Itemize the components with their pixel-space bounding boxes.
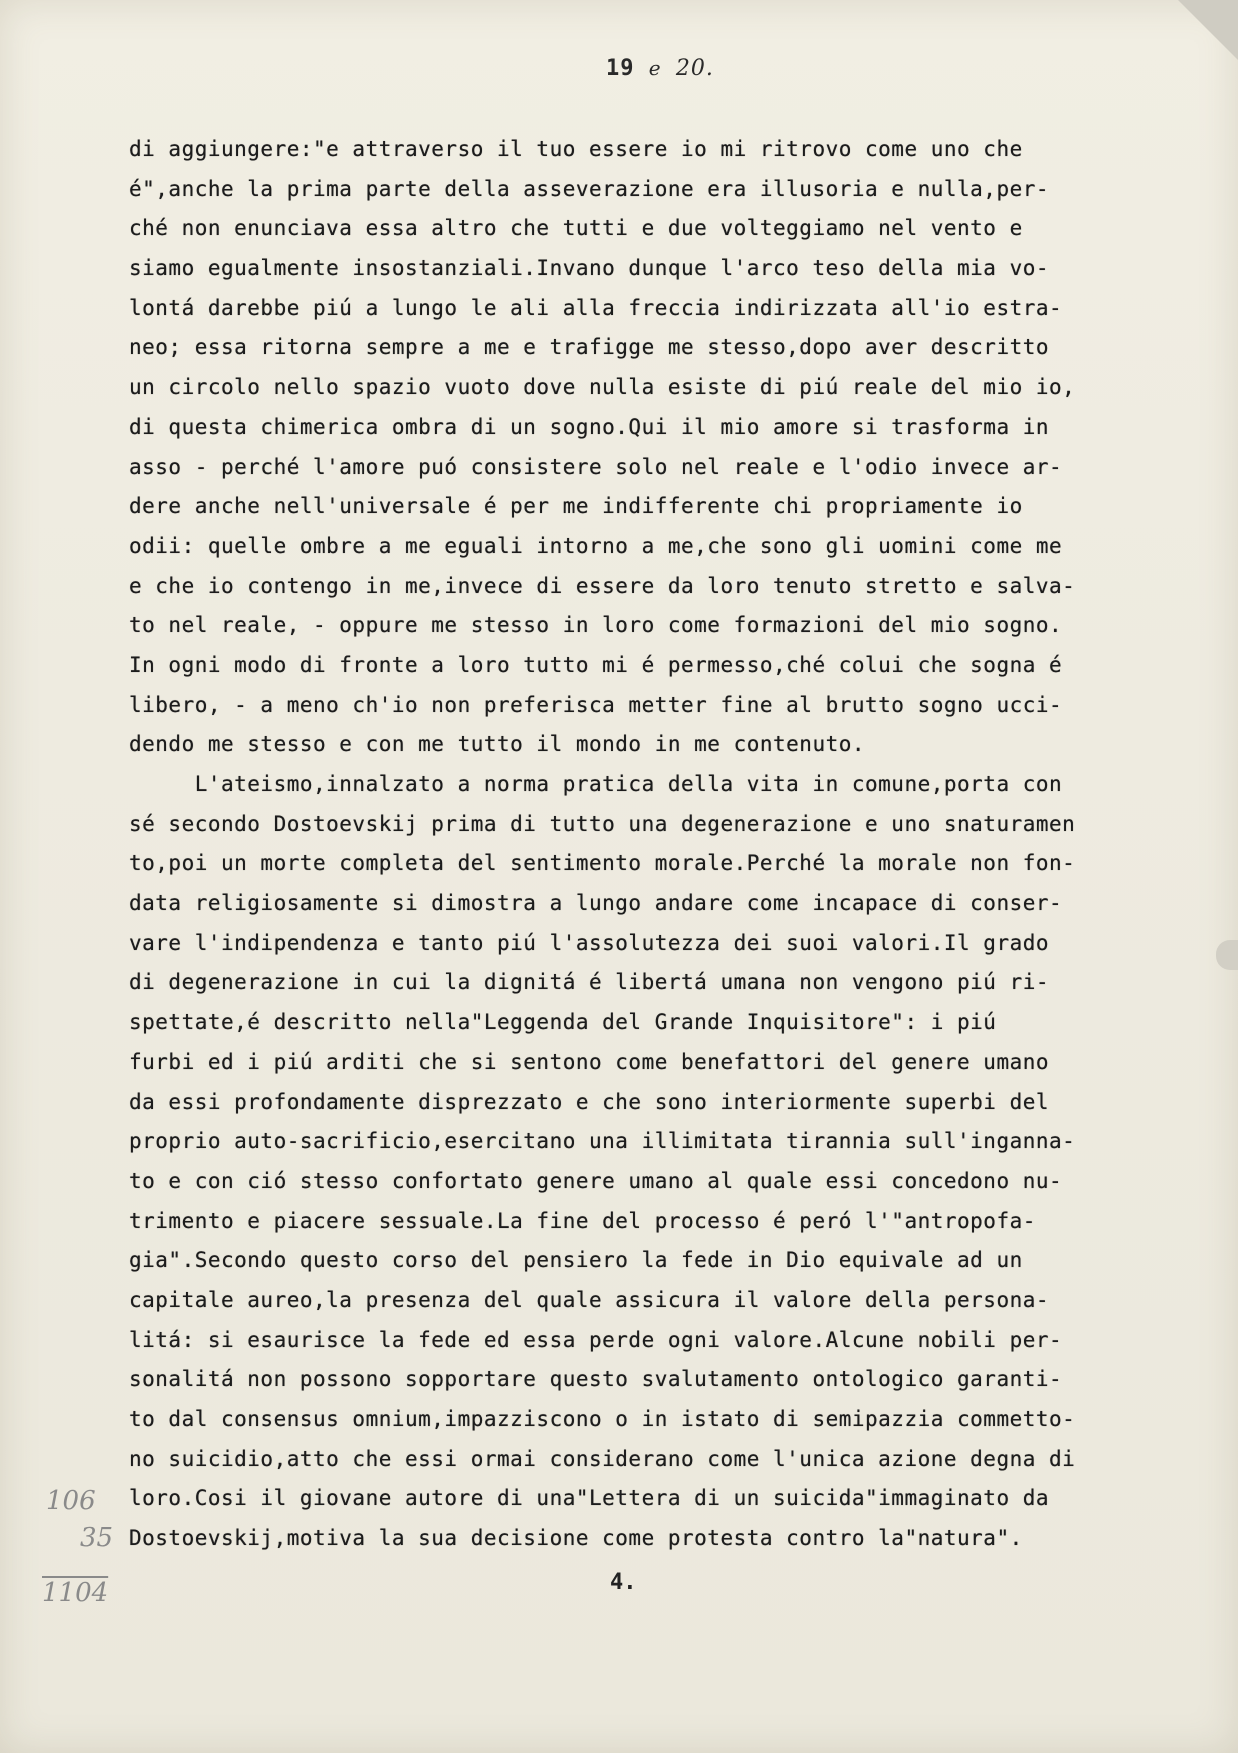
text-line: sé secondo Dostoevskij prima di tutto una degenerazione e uno snaturamen — [129, 811, 1076, 836]
text-line: spettate,é descritto nella"Leggenda del Grande Inquisitore": i piú — [129, 1010, 997, 1035]
text-line: di aggiungere:"e attraverso il tuo essere io mi ritrovo come uno che — [129, 137, 1023, 161]
text-line: data religiosamente si dimostra a lungo andare come incapace di conser- — [129, 891, 1063, 916]
text-line: é",anche la prima parte della asseverazione era illusoria e nulla,per- — [129, 176, 1050, 201]
text-line: loro.Cosi il giovane autore di una"Lettera di un suicida"immaginato da — [129, 1486, 1050, 1511]
text-line: In ogni modo di fronte a loro tutto mi é permesso,ché colui che sogna é — [129, 652, 1063, 677]
text-line: to e con ció stesso confortato genere umano al quale essi concedono nu- — [129, 1168, 1063, 1193]
text-line: furbi ed i piú arditi che si sentono come benefattori del genere umano — [129, 1049, 1050, 1074]
margin-note-middle: 35 — [80, 1523, 114, 1553]
text-line: no suicidio,atto che essi ormai considerano come l'unica azione degna di — [129, 1446, 1076, 1471]
page-ref-first: 19 — [606, 56, 635, 81]
margin-note-top: 106 — [46, 1486, 96, 1516]
text-line: trimento e piacere sessuale.La fine del processo é peró l'"antropofa- — [129, 1208, 1036, 1233]
text-line: L'ateismo,innalzato a norma pratica della vita in comune,porta con — [129, 772, 1063, 796]
text-line: e che io contengo in me,invece di essere da loro tenuto stretto e salva- — [129, 573, 1076, 598]
text-line: da essi profondamente disprezzato e che sono interiormente superbi del — [129, 1089, 1050, 1114]
text-line: gia".Secondo questo corso del pensiero la fede in Dio equivale ad un — [129, 1248, 1023, 1273]
text-line: di degenerazione in cui la dignitá é libertá umana non vengono piú ri- — [129, 970, 1050, 995]
paper-nick — [1216, 940, 1238, 970]
text-line: capitale aureo,la presenza del quale assicura il valore della persona- — [129, 1287, 1050, 1312]
text-line: sonalitá non possono sopportare questo svalutamento ontologico garanti- — [129, 1367, 1063, 1392]
text-line: litá: si esaurisce la fede ed essa perde ogni valore.Alcune nobili per- — [129, 1327, 1063, 1352]
text-line: to dal consensus omnium,impazziscono o in istato di semipazzia commetto- — [129, 1407, 1076, 1431]
text-line: dere anche nell'universale é per me indifferente chi propriamente io — [129, 494, 1023, 519]
text-line: siamo egualmente insostanziali.Invano dunque l'arco teso della mia vo- — [129, 256, 1050, 281]
margin-note-bottom: 1104 — [42, 1578, 109, 1608]
text-line: ché non enunciava essa altro che tutti e due volteggiamo nel vento e — [129, 216, 1023, 241]
text-line: Dostoevskij,motiva la sua decisione come protesta contro la"natura". — [129, 1526, 1023, 1551]
torn-corner — [1178, 0, 1238, 60]
text-line: dendo me stesso e con me tutto il mondo in me contenuto. — [129, 732, 866, 757]
text-line: proprio auto-sacrificio,esercitano una illimitata tirannia sull'inganna- — [129, 1129, 1076, 1154]
page-ref-second: 20. — [675, 56, 714, 81]
text-line: lontá darebbe piú a lungo le ali alla freccia indirizzata all'io estra- — [129, 295, 1063, 320]
text-line: odii: quelle ombre a me eguali intorno a me,che sono gli uomini come me — [129, 533, 1063, 558]
typewritten-body — [129, 130, 1219, 1559]
text-line: vare l'indipendenza e tanto piú l'assolutezza dei suoi valori.Il grado — [129, 930, 1050, 955]
text-line: di questa chimerica ombra di un sogno.Qui il mio amore si trasforma in — [129, 414, 1050, 439]
page-number: 4. — [610, 1570, 637, 1595]
text-line: to nel reale, - oppure me stesso in loro come formazioni del mio sogno. — [129, 613, 1063, 638]
text-line: asso - perché l'amore puó consistere solo nel reale e l'odio invece ar- — [129, 454, 1063, 479]
text-line: libero, - a meno ch'io non preferisca metter fine al brutto sogno ucci- — [129, 692, 1063, 717]
text-line: un circolo nello spazio vuoto dove nulla esiste di piú reale del mio io, — [129, 375, 1076, 400]
text-line: neo; essa ritorna sempre a me e trafigge me stesso,dopo aver descritto — [129, 335, 1050, 360]
page-ref-separator: e — [648, 56, 662, 80]
page-reference — [606, 56, 714, 81]
text-line: to,poi un morte completa del sentimento morale.Perché la morale non fon- — [129, 851, 1076, 876]
